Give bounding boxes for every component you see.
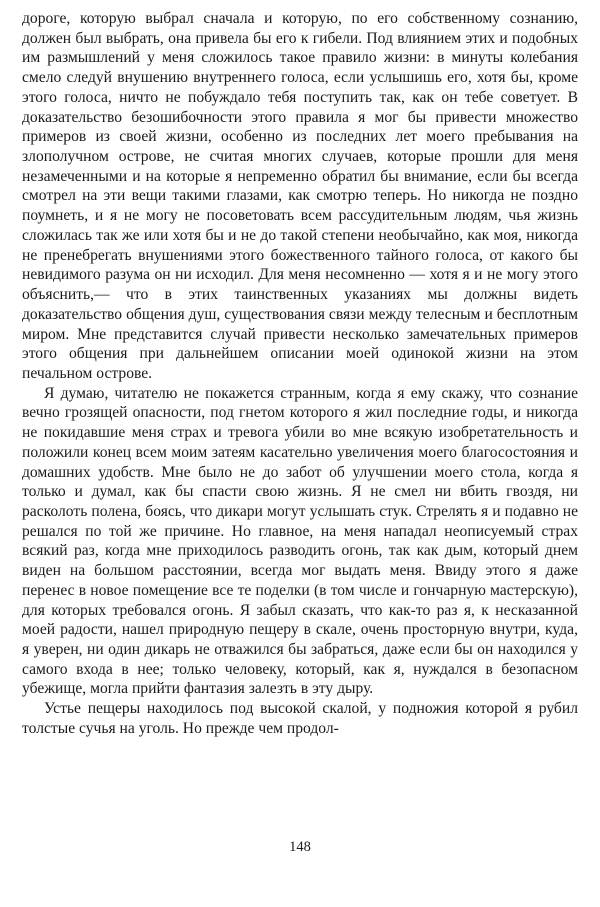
paragraph-continued: дороге, которую выбрал сначала и которую, по его собственному сознанию, должен был выбрать, она привела бы его к гибели. Под влиянием этих и подобных им размышлений у меня сложилось такое правило жизни: в минуты колебания смело следуй внушению внутреннего голоса, если услышишь его, хотя бы, кроме этого голоса, ничто не побуждало тебя поступить так, как он тебе советует. В доказательство безошибочности этого правила я мог бы привести множество примеров из своей жизни, особенно из последних лет моего пребывания на злополучном острове, не считая многих случаев, которые прошли для меня незамеченными и на которые я непременно обратил бы внимание, если бы всегда смотрел на эти вещи такими глазами, как смотрю теперь. Но никогда не поздно поумнеть, и я не могу не посоветовать всем рассудительным людям, чья жизнь сложилась так же или хотя бы и не до такой степени необычайно, как моя, никогда не пренебрегать внушениями этого божественного тайного голоса, от какого бы невидимого разума он ни исходил. Для меня несомненно — хотя я и не могу этого объяснить,— что в этих таинственных указаниях мы должны видеть доказательство общения душ, существования связи между телесным и бесплотным миром. Мне представится случай привести несколько замечательных примеров этого общения при дальнейшем описании моей одинокой жизни на этом печальном острове.: [22, 10, 578, 382]
page-number: 148: [289, 839, 311, 855]
book-page: [22, 9, 578, 739]
paragraph-cave-mouth: Устье пещеры находилось под высокой скалой, у подножия которой я рубил толстые сучья на уголь. Но прежде чем продол-: [22, 700, 578, 737]
paragraph-fear-of-savages: Я думаю, читателю не покажется странным, когда я ему скажу, что сознание вечно грозящей опасности, под гнетом которого я жил последние годы, и никогда не покидавшие меня страх и тревога убили во мне всякую изобретательность и положили конец всем моим затеям касательно увеличения моего благосостояния и домашних удобств. Мне было не до забот об улучшении моего стола, когда я только и думал, как бы спасти свою жизнь. Я не смел ни вбить гвоздя, ни расколоть полена, боясь, что дикари могут услышать стук. Стрелять я и подавно не решался по той же причине. Но главное, на меня нападал неописуемый страх всякий раз, когда мне приходилось разводить огонь, так как дым, который днем виден на большом расстоянии, всегда мог выдать меня. Ввиду этого я даже перенес в новое помещение все те поделки (в том числе и гончарную мастерскую), для которых требовался огонь. Я забыл сказать, что как-то раз я, к несказанной моей радости, нашел природную пещеру в скале, очень просторную внутри, куда, я уверен, ни один дикарь не отважился бы забраться, даже если бы он находился у самого входа в нее; только человеку, который, как я, нуждался в безопасном убежище, могла прийти фантазия залезть в эту дыру.: [22, 384, 578, 698]
